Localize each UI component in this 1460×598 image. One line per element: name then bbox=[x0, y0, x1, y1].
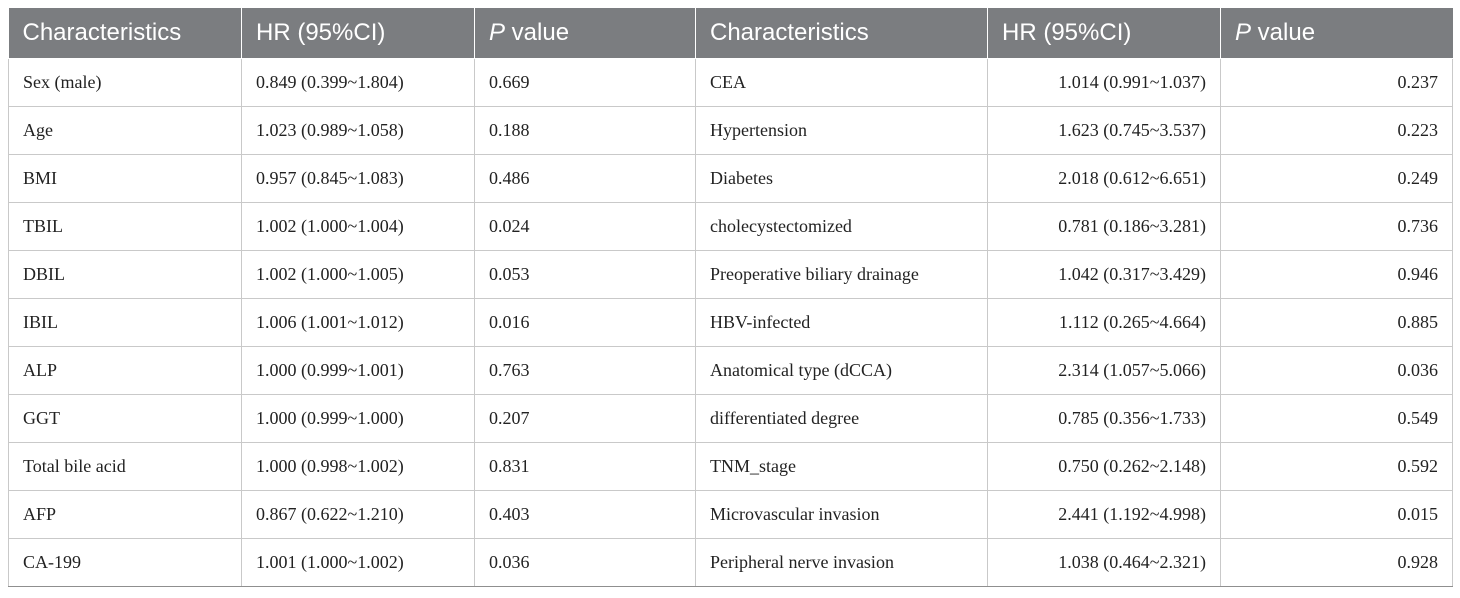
cell-hr-left: 1.001 (1.000~1.002) bbox=[242, 539, 475, 587]
cell-p-value-left: 0.024 bbox=[475, 203, 696, 251]
cell-characteristic-left: Total bile acid bbox=[9, 443, 242, 491]
cell-hr-right: 2.441 (1.192~4.998) bbox=[988, 491, 1221, 539]
header-characteristics-right: Characteristics bbox=[696, 8, 988, 59]
cell-hr-left: 1.000 (0.998~1.002) bbox=[242, 443, 475, 491]
cell-characteristic-right: differentiated degree bbox=[696, 395, 988, 443]
header-p-italic: P bbox=[489, 19, 506, 46]
cell-characteristic-left: Age bbox=[9, 107, 242, 155]
cell-hr-right: 2.314 (1.057~5.066) bbox=[988, 347, 1221, 395]
cell-hr-left: 1.002 (1.000~1.004) bbox=[242, 203, 475, 251]
cell-characteristic-right: HBV-infected bbox=[696, 299, 988, 347]
cell-characteristic-right: TNM_stage bbox=[696, 443, 988, 491]
cell-hr-left: 1.023 (0.989~1.058) bbox=[242, 107, 475, 155]
cell-p-value-right: 0.223 bbox=[1221, 107, 1453, 155]
table-row bbox=[9, 59, 1453, 107]
cell-characteristic-right: Anatomical type (dCCA) bbox=[696, 347, 988, 395]
cell-characteristic-right: cholecystectomized bbox=[696, 203, 988, 251]
header-p-value-right bbox=[1221, 8, 1453, 59]
cell-characteristic-left: ALP bbox=[9, 347, 242, 395]
cell-characteristic-right: Hypertension bbox=[696, 107, 988, 155]
table-body bbox=[9, 59, 1453, 587]
cell-hr-left: 1.000 (0.999~1.000) bbox=[242, 395, 475, 443]
table-row bbox=[9, 299, 1453, 347]
cell-hr-left: 1.000 (0.999~1.001) bbox=[242, 347, 475, 395]
cell-characteristic-left: IBIL bbox=[9, 299, 242, 347]
cell-hr-left: 1.002 (1.000~1.005) bbox=[242, 251, 475, 299]
header-p-rest: value bbox=[1251, 19, 1316, 46]
table-row bbox=[9, 155, 1453, 203]
table-row bbox=[9, 443, 1453, 491]
cell-characteristic-left: CA-199 bbox=[9, 539, 242, 587]
cell-p-value-right: 0.928 bbox=[1221, 539, 1453, 587]
table-row bbox=[9, 347, 1453, 395]
cell-p-value-left: 0.403 bbox=[475, 491, 696, 539]
cell-p-value-left: 0.053 bbox=[475, 251, 696, 299]
cell-characteristic-left: Sex (male) bbox=[9, 59, 242, 107]
cell-characteristic-right: Preoperative biliary drainage bbox=[696, 251, 988, 299]
cell-p-value-right: 0.736 bbox=[1221, 203, 1453, 251]
cell-p-value-right: 0.036 bbox=[1221, 347, 1453, 395]
cell-p-value-left: 0.763 bbox=[475, 347, 696, 395]
cell-p-value-right: 0.592 bbox=[1221, 443, 1453, 491]
header-row bbox=[9, 8, 1453, 59]
cell-characteristic-right: CEA bbox=[696, 59, 988, 107]
cell-characteristic-right: Peripheral nerve invasion bbox=[696, 539, 988, 587]
header-p-rest: value bbox=[505, 19, 570, 46]
cell-hr-right: 0.785 (0.356~1.733) bbox=[988, 395, 1221, 443]
cell-hr-right: 1.112 (0.265~4.664) bbox=[988, 299, 1221, 347]
table-row bbox=[9, 251, 1453, 299]
header-p-value-left bbox=[475, 8, 696, 59]
cell-hr-left: 0.849 (0.399~1.804) bbox=[242, 59, 475, 107]
cell-p-value-right: 0.946 bbox=[1221, 251, 1453, 299]
cell-p-value-left: 0.188 bbox=[475, 107, 696, 155]
cell-hr-right: 1.014 (0.991~1.037) bbox=[988, 59, 1221, 107]
cell-characteristic-left: BMI bbox=[9, 155, 242, 203]
cell-p-value-left: 0.016 bbox=[475, 299, 696, 347]
header-characteristics-left: Characteristics bbox=[9, 8, 242, 59]
table-row bbox=[9, 107, 1453, 155]
hazard-ratio-table bbox=[8, 8, 1453, 587]
cell-hr-right: 0.781 (0.186~3.281) bbox=[988, 203, 1221, 251]
cell-characteristic-left: TBIL bbox=[9, 203, 242, 251]
cell-hr-right: 0.750 (0.262~2.148) bbox=[988, 443, 1221, 491]
header-hr-right: HR (95%CI) bbox=[988, 8, 1221, 59]
table-row bbox=[9, 395, 1453, 443]
cell-characteristic-left: AFP bbox=[9, 491, 242, 539]
cell-characteristic-right: Diabetes bbox=[696, 155, 988, 203]
cell-p-value-right: 0.885 bbox=[1221, 299, 1453, 347]
cell-hr-right: 2.018 (0.612~6.651) bbox=[988, 155, 1221, 203]
header-hr-left: HR (95%CI) bbox=[242, 8, 475, 59]
cell-hr-right: 1.038 (0.464~2.321) bbox=[988, 539, 1221, 587]
cell-hr-right: 1.623 (0.745~3.537) bbox=[988, 107, 1221, 155]
cell-p-value-left: 0.486 bbox=[475, 155, 696, 203]
header-p-italic: P bbox=[1235, 19, 1252, 46]
table-row bbox=[9, 203, 1453, 251]
cell-hr-left: 0.867 (0.622~1.210) bbox=[242, 491, 475, 539]
cell-characteristic-left: DBIL bbox=[9, 251, 242, 299]
table-row bbox=[9, 491, 1453, 539]
cell-hr-right: 1.042 (0.317~3.429) bbox=[988, 251, 1221, 299]
cell-p-value-left: 0.207 bbox=[475, 395, 696, 443]
cell-hr-left: 1.006 (1.001~1.012) bbox=[242, 299, 475, 347]
cell-characteristic-left: GGT bbox=[9, 395, 242, 443]
cell-p-value-right: 0.237 bbox=[1221, 59, 1453, 107]
cell-p-value-left: 0.036 bbox=[475, 539, 696, 587]
cell-hr-left: 0.957 (0.845~1.083) bbox=[242, 155, 475, 203]
table-container bbox=[8, 8, 1452, 587]
cell-characteristic-right: Microvascular invasion bbox=[696, 491, 988, 539]
cell-p-value-left: 0.831 bbox=[475, 443, 696, 491]
table-row bbox=[9, 539, 1453, 587]
cell-p-value-right: 0.015 bbox=[1221, 491, 1453, 539]
cell-p-value-right: 0.249 bbox=[1221, 155, 1453, 203]
cell-p-value-left: 0.669 bbox=[475, 59, 696, 107]
cell-p-value-right: 0.549 bbox=[1221, 395, 1453, 443]
